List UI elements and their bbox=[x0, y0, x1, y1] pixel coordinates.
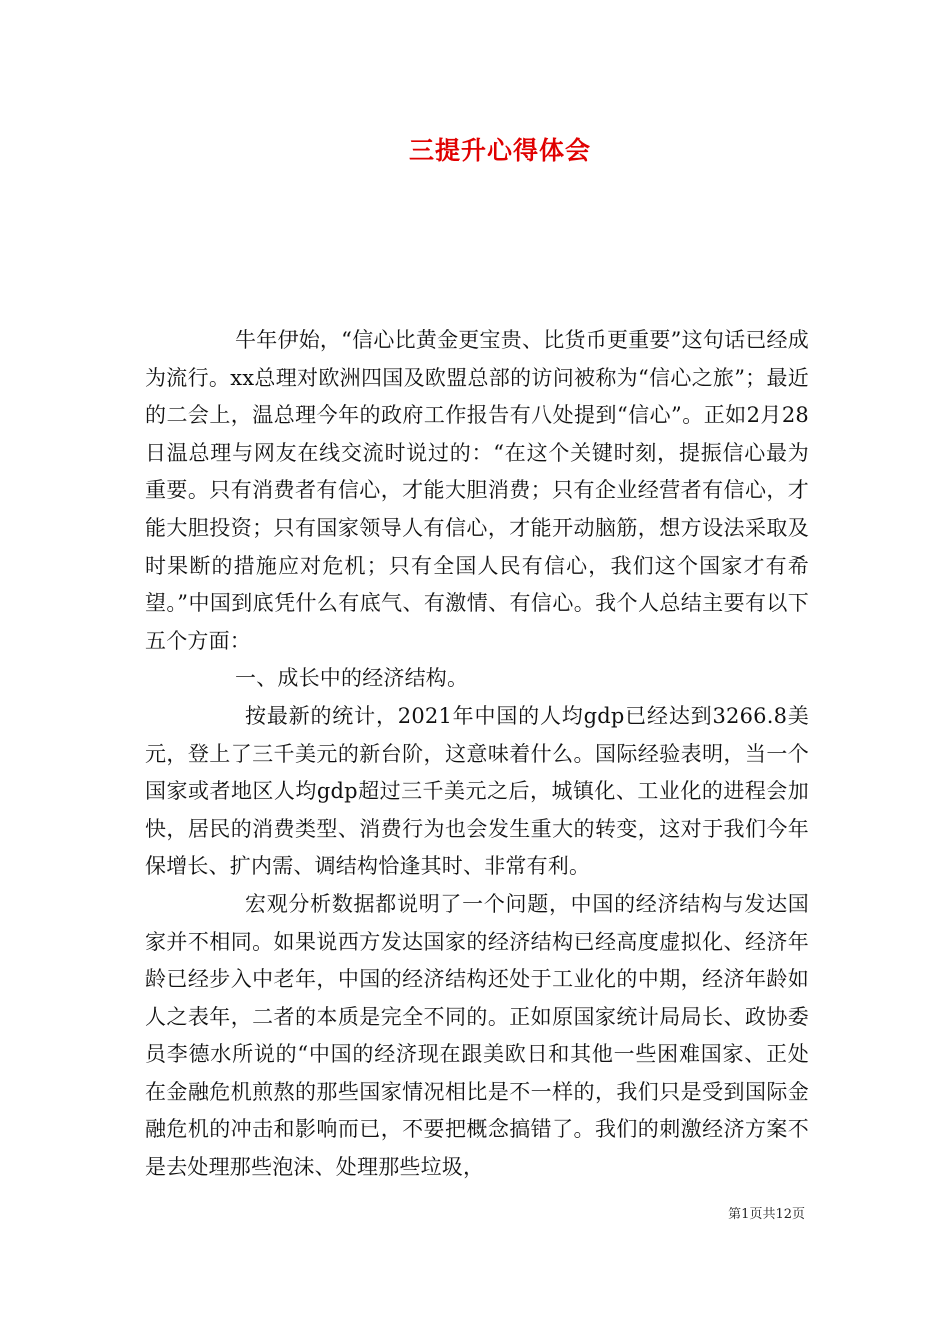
page-title: 三提升心得体会 bbox=[408, 136, 591, 165]
paragraph-intro: 牛年伊始，“信心比黄金更宝贵、比货币更重要”这句话已经成为流行。xx总理对欧洲四国及欧盟总部的访问被称为“信心之旅”；最近的二会上，温总理今年的政府工作报告有八处提到“信心”。正如2月28日温总理与网友在线交流时说过的：“在这个关键时刻，提振信心最为重要。只有消费者有信心，才能大胆消费；只有企业经营者有信心，才能大胆投资；只有国家领导人有信心，才能开动脑筋，想方设法采取及时果断的措施应对危机；只有全国人民有信心，我们这个国家才有希望。”中国到底凭什么有底气、有激情、有信心。我个人总结主要有以下五个方面： bbox=[145, 328, 809, 653]
paragraph-gdp: 按最新的统计，2021年中国的人均gdp已经达到3266.8美元，登上了三千美元的新台阶，这意味着什么。国际经验表明，当一个国家或者地区人均gdp超过三千美元之后，城镇化、工业化的进程会加快，居民的消费类型、消费行为也会发生重大的转变，这对于我们今年保增长、扩内需、调结构恰逢其时、非常有利。 bbox=[145, 703, 809, 879]
paragraph-macro-analysis: 宏观分析数据都说明了一个问题，中国的经济结构与发达国家并不相同。如果说西方发达国家的经济结构已经高度虚拟化、经济年龄已经步入中老年，中国的经济结构还处于工业化的中期，经济年龄如人之表年，二者的本质是完全不同的。正如原国家统计局局长、政协委员李德水所说的“中国的经济现在跟美欧日和其他一些困难国家、正处在金融危机煎熬的那些国家情况相比是不一样的，我们只是受到国际金融危机的冲击和影响而已，不要把概念搞错了。我们的刺激经济方案不是去处理那些泡沫、处理那些垃圾， bbox=[145, 891, 809, 1180]
page-number-footer: 第1页共12页 bbox=[728, 1207, 805, 1222]
section-heading-1: 一、成长中的经济结构。 bbox=[235, 666, 469, 691]
document-body bbox=[145, 322, 809, 1187]
